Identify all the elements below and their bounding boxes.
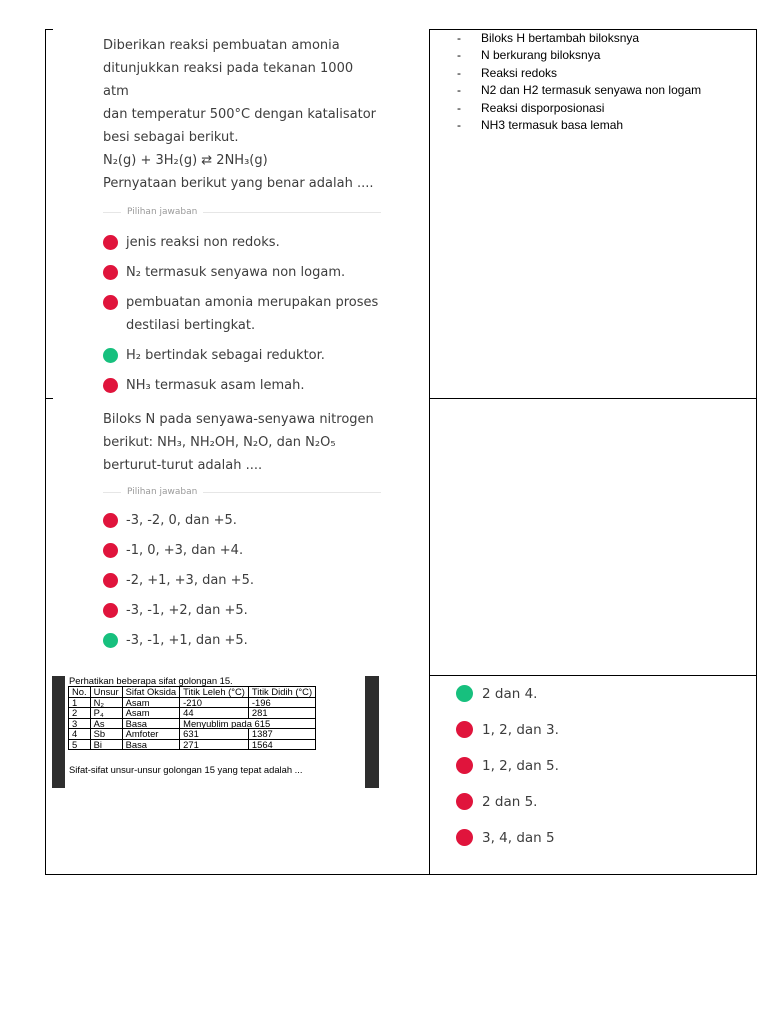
note-item — [457, 30, 701, 47]
note-text: Biloks H bertambah biloksnya — [481, 31, 640, 45]
answer-option-label: -3, -2, 0, dan +5. — [126, 513, 237, 528]
table-border-row2-right — [430, 675, 757, 676]
question-line: besi sebagai berikut. — [103, 130, 239, 145]
note-bullet: - — [457, 83, 461, 98]
table-cell: Menyublim pada 615 — [180, 718, 316, 729]
answer-option[interactable] — [103, 344, 381, 367]
table-border-middle — [429, 29, 430, 875]
note-item — [457, 117, 701, 134]
note-text: Reaksi redoks — [481, 65, 558, 80]
question-2-card — [89, 402, 381, 672]
table-cell: 44 — [180, 708, 249, 719]
properties-table — [68, 686, 316, 750]
answer-option[interactable] — [103, 599, 381, 622]
table-border-row1-right — [430, 398, 757, 399]
table-header-cell: Titik Leleh (°C) — [180, 687, 249, 698]
question-line: Pernyataan berikut yang benar adalah .... — [103, 176, 374, 191]
question-3-options-card — [440, 679, 706, 873]
table-cell: 4 — [69, 729, 91, 740]
table-cell: -210 — [180, 697, 249, 708]
table-header-cell: Sifat Oksida — [122, 687, 180, 698]
wrong-answer-dot-icon — [103, 378, 118, 393]
wrong-answer-dot-icon — [456, 721, 473, 738]
answer-option[interactable] — [103, 539, 381, 562]
answer-option[interactable] — [103, 629, 381, 652]
choices-label: Pilihan jawaban — [103, 207, 381, 217]
table-row — [69, 718, 316, 729]
table-row — [69, 708, 316, 719]
answer-option-label: 1, 2, dan 5. — [482, 758, 559, 774]
table-cell: N₂ — [90, 697, 122, 708]
answer-option[interactable] — [103, 291, 381, 337]
answer-option-label: NH₃ termasuk asam lemah. — [126, 378, 305, 393]
table-border-right — [756, 29, 757, 875]
table-cell: 5 — [69, 739, 91, 750]
table-cell: Sb — [90, 729, 122, 740]
note-bullet: - — [457, 65, 461, 80]
note-text: N2 dan H2 termasuk senyawa non logam — [481, 83, 702, 98]
table-row — [69, 739, 316, 750]
table-cell: 281 — [248, 708, 315, 719]
wrong-answer-dot-icon — [103, 295, 118, 310]
answer-option[interactable] — [456, 719, 559, 742]
answer-option-label: -2, +1, +3, dan +5. — [126, 573, 254, 588]
answer-option-label: 2 dan 4. — [482, 686, 538, 702]
question-3-intro: Perhatikan beberapa sifat golongan 15. — [69, 675, 233, 686]
note-item — [457, 47, 701, 64]
answer-option-label: -3, -1, +1, dan +5. — [126, 633, 248, 648]
table-cell: P₄ — [90, 708, 122, 719]
table-header-cell: Titik Didih (°C) — [248, 687, 315, 698]
answer-option[interactable] — [456, 827, 559, 850]
answer-option[interactable] — [456, 755, 559, 778]
table-row — [69, 729, 316, 740]
table-cell: 1 — [69, 697, 91, 708]
table-cell: 271 — [180, 739, 249, 750]
table-cell: 1564 — [248, 739, 315, 750]
correct-answer-dot-icon — [456, 685, 473, 702]
answer-notes-list — [457, 30, 701, 134]
question-3-options — [456, 683, 559, 863]
table-cell: As — [90, 718, 122, 729]
table-cell: Basa — [122, 739, 180, 750]
question-2-options — [103, 509, 381, 652]
note-bullet: - — [457, 31, 461, 45]
table-cell: Basa — [122, 718, 180, 729]
note-item — [457, 82, 701, 99]
answer-option-label: H₂ bertindak sebagai reduktor. — [126, 348, 325, 363]
table-cell: 2 — [69, 708, 91, 719]
question-line: berikut: NH₃, NH₂OH, N₂O, dan N₂O₅ — [103, 435, 336, 450]
question-1-card — [89, 30, 381, 396]
question-1-options — [103, 231, 381, 397]
correct-answer-dot-icon — [103, 633, 118, 648]
question-line: berturut-turut adalah .... — [103, 458, 263, 473]
wrong-answer-dot-icon — [103, 573, 118, 588]
answer-option[interactable] — [103, 509, 381, 532]
question-3-table-image — [52, 676, 379, 788]
question-line: Biloks N pada senyawa-senyawa nitrogen — [103, 412, 374, 427]
answer-option-label: jenis reaksi non redoks. — [126, 235, 280, 250]
answer-option-label: N₂ termasuk senyawa non logam. — [126, 265, 346, 280]
answer-option[interactable] — [103, 569, 381, 592]
wrong-answer-dot-icon — [103, 603, 118, 618]
wrong-answer-dot-icon — [456, 757, 473, 774]
table-border-row1-left — [45, 398, 53, 399]
table-cell: 3 — [69, 718, 91, 729]
question-3-text: Sifat-sifat unsur-unsur golongan 15 yang tepat adalah ... — [69, 764, 303, 775]
answer-option-label: 3, 4, dan 5 — [482, 830, 555, 846]
table-header-cell: No. — [69, 687, 91, 698]
table-cell: Asam — [122, 697, 180, 708]
answer-option-label: 1, 2, dan 3. — [482, 722, 559, 738]
table-cell: Bi — [90, 739, 122, 750]
answer-option[interactable] — [103, 374, 381, 397]
correct-answer-dot-icon — [103, 348, 118, 363]
question-line: N₂(g) + 3H₂(g) ⇄ 2NH₃(g) — [103, 153, 268, 168]
table-row — [69, 697, 316, 708]
note-item — [457, 65, 701, 82]
table-header-cell: Unsur — [90, 687, 122, 698]
question-line: dan temperatur 500°C dengan katalisator — [103, 107, 377, 122]
wrong-answer-dot-icon — [103, 513, 118, 528]
choices-label: Pilihan jawaban — [103, 487, 381, 497]
answer-option-label: 2 dan 5. — [482, 794, 538, 810]
answer-option-label: -3, -1, +2, dan +5. — [126, 603, 248, 618]
table-cell: Asam — [122, 708, 180, 719]
wrong-answer-dot-icon — [456, 793, 473, 810]
note-bullet: - — [457, 118, 461, 133]
note-bullet: - — [457, 48, 461, 63]
note-text: Reaksi disporposionasi — [481, 100, 605, 115]
question-line: ditunjukkan reaksi pada tekanan 1000 atm — [103, 61, 354, 99]
answer-option[interactable] — [103, 231, 381, 254]
wrong-answer-dot-icon — [103, 543, 118, 558]
note-text: NH3 termasuk basa lemah — [481, 118, 624, 133]
wrong-answer-dot-icon — [456, 829, 473, 846]
note-item — [457, 100, 701, 117]
table-border-left — [45, 29, 46, 875]
answer-option-label: -1, 0, +3, dan +4. — [126, 543, 244, 558]
answer-option[interactable] — [103, 261, 381, 284]
question-1-text — [103, 34, 381, 195]
answer-option[interactable] — [456, 791, 559, 814]
table-cell: -196 — [248, 697, 315, 708]
wrong-answer-dot-icon — [103, 265, 118, 280]
note-text: N berkurang biloksnya — [481, 48, 601, 63]
question-2-text — [103, 408, 381, 477]
table-border-bottom — [45, 874, 757, 875]
wrong-answer-dot-icon — [103, 235, 118, 250]
note-bullet: - — [457, 100, 461, 115]
table-border-top-left — [45, 29, 53, 30]
table-cell: Amfoter — [122, 729, 180, 740]
answer-option-label: pembuatan amonia merupakan proses destilasi bertingkat. — [126, 295, 379, 333]
table-cell: 631 — [180, 729, 249, 740]
table-cell: 1387 — [248, 729, 315, 740]
answer-option[interactable] — [456, 683, 559, 706]
question-line: Diberikan reaksi pembuatan amonia — [103, 38, 340, 53]
